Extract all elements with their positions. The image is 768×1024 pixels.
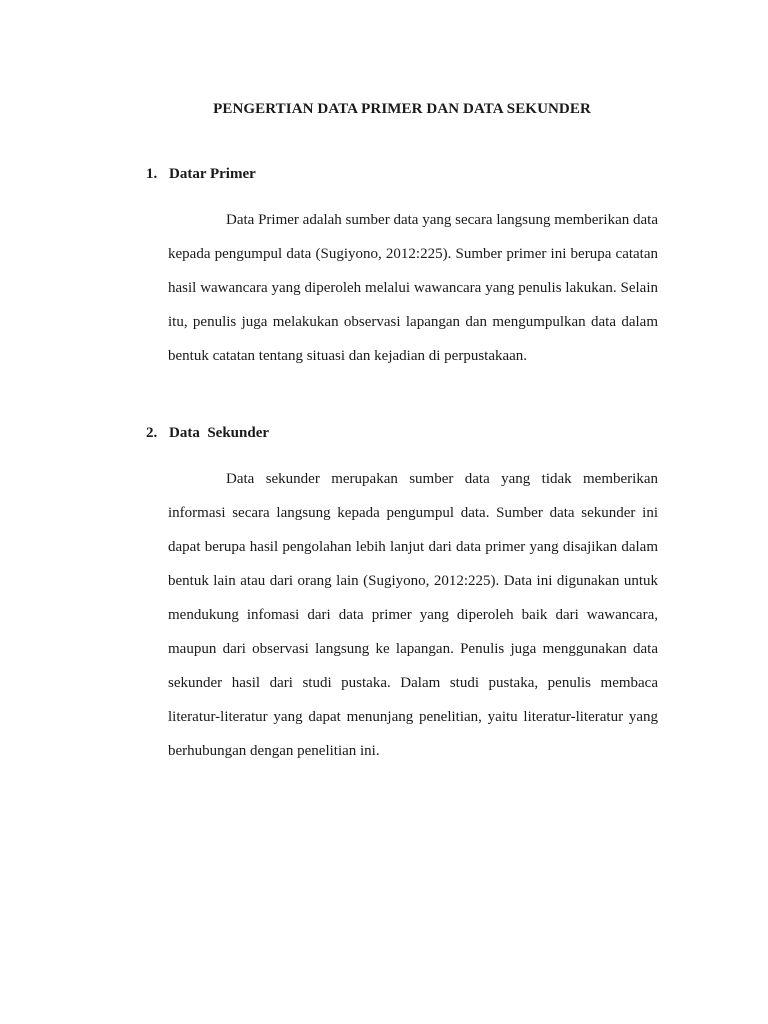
section-heading bbox=[146, 425, 269, 442]
section-number: 2. bbox=[146, 425, 158, 441]
section-paragraph: Data sekunder merupakan sumber data yang tidak memberikan informasi secara langsung kepada pengumpul data. Sumber data sekunder ini dapat berupa hasil pengolahan lebih lanjut dari data primer yang disajikan dalam bentuk lain atau dari orang lain (Sugiyono, 2012:225). Data ini digunakan untuk mendukung infomasi dari data primer yang diperoleh baik dari wawancara, maupun dari observasi langsung ke lapangan. Penulis juga menggunakan data sekunder hasil dari studi pustaka. Dalam studi pustaka, penulis membaca literatur-literatur yang dapat menunjang penelitian, yaitu literatur-literatur yang berhubungan dengan penelitian ini. bbox=[168, 471, 658, 759]
section-heading bbox=[146, 166, 256, 183]
section-heading-text: Datar Primer bbox=[169, 166, 256, 182]
section-heading-text: Data Sekunder bbox=[169, 425, 270, 441]
section-number: 1. bbox=[146, 166, 158, 182]
section-paragraph: Data Primer adalah sumber data yang secara langsung memberikan data kepada pengumpul data (Sugiyono, 2012:225). Sumber primer ini berupa catatan hasil wawancara yang diperoleh melalui wawancara yang penulis lakukan. Selain itu, penulis juga melakukan observasi lapangan dan mengumpulkan data dalam bentuk catatan tentang situasi dan kejadian di perpustakaan. bbox=[168, 212, 658, 364]
document-title: PENGERTIAN DATA PRIMER DAN DATA SEKUNDER bbox=[213, 101, 591, 117]
